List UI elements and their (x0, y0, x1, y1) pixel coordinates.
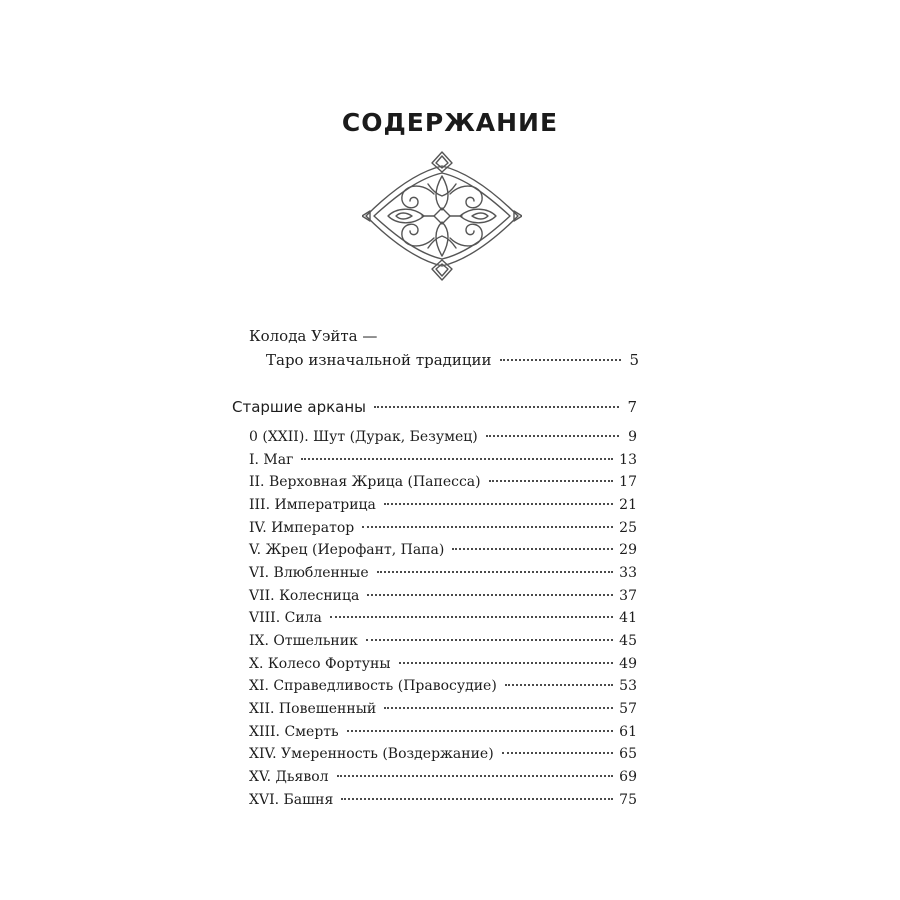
dot-leader (502, 752, 614, 754)
entry-label: III. Императрица (249, 496, 376, 513)
dot-leader (347, 730, 613, 732)
entry-label: I. Маг (249, 451, 294, 468)
entry-label: XVI. Башня (249, 791, 334, 808)
toc-entry[interactable] (249, 721, 637, 744)
page-number: 25 (619, 519, 637, 536)
entry-label: XV. Дьявол (249, 768, 329, 785)
dot-leader (374, 406, 619, 408)
entry-label: XII. Повешенный (249, 700, 377, 717)
page-number: 61 (619, 723, 637, 740)
entry-label: XI. Справедливость (Правосудие) (249, 678, 497, 695)
dot-leader (362, 526, 613, 528)
page-number: 41 (619, 610, 637, 627)
toc-entry[interactable] (249, 698, 637, 721)
toc-entry[interactable] (249, 653, 637, 676)
page-number: 75 (619, 791, 637, 808)
entry-label: VIII. Сила (249, 610, 322, 627)
page-number: 17 (619, 474, 637, 491)
page-number: 65 (619, 746, 637, 763)
dot-leader (301, 458, 613, 460)
entry-label: V. Жрец (Иерофант, Папа) (249, 542, 445, 559)
dot-leader (337, 775, 614, 777)
entry-label: II. Верховная Жрица (Папесса) (249, 474, 481, 491)
dot-leader (366, 639, 613, 641)
entry-label: VII. Колесница (249, 587, 360, 604)
dot-leader (341, 798, 613, 800)
page-number: 57 (619, 700, 637, 717)
diamond-ornament-icon (362, 150, 522, 282)
page-number: 37 (619, 587, 637, 604)
entry-label: XIII. Смерть (249, 723, 339, 740)
toc-entry[interactable] (249, 471, 637, 494)
toc-entry[interactable] (249, 449, 637, 472)
page-number: 45 (619, 632, 637, 649)
toc-entry[interactable] (249, 562, 637, 585)
toc-entries-list (249, 426, 637, 811)
entry-label: IV. Император (249, 519, 355, 536)
dot-leader (486, 435, 619, 437)
dot-leader (452, 548, 613, 550)
toc-entry[interactable] (249, 585, 637, 608)
dot-leader (489, 480, 614, 482)
page-number: 9 (628, 429, 637, 445)
page-number: 13 (619, 451, 637, 468)
entry-label: VI. Влюбленные (249, 564, 369, 581)
page-number: 69 (619, 768, 637, 785)
toc-entry[interactable] (249, 539, 637, 562)
entry-label: X. Колесо Фортуны (249, 655, 391, 672)
page-number: 29 (619, 542, 637, 559)
page-number: 5 (629, 351, 639, 369)
page-number: 53 (619, 678, 637, 695)
entry-label: XIV. Умеренность (Воздержание) (249, 746, 494, 763)
dot-leader (384, 503, 613, 505)
section-label: Старшие арканы (232, 398, 367, 416)
page-number: 7 (627, 398, 637, 416)
dot-leader (367, 594, 613, 596)
toc-entry[interactable] (249, 630, 637, 653)
intro-title-line2-row (266, 348, 639, 372)
page-number: 33 (619, 564, 637, 581)
toc-entry[interactable] (249, 766, 637, 789)
intro-title-line2: Таро изначальной традиции (266, 351, 492, 369)
entry-label: 0 (XXII). Шут (Дурак, Безумец) (249, 429, 478, 445)
dot-leader (500, 359, 621, 361)
page-number: 49 (619, 655, 637, 672)
toc-section-major-arcana[interactable] (232, 396, 637, 418)
toc-entry[interactable] (249, 789, 637, 812)
toc-entry[interactable] (249, 517, 637, 540)
intro-title-line1: Колода Уэйта — (249, 327, 378, 345)
dot-leader (330, 616, 613, 618)
page-title: СОДЕРЖАНИЕ (341, 108, 559, 137)
dot-leader (505, 684, 613, 686)
dot-leader (384, 707, 613, 709)
toc-entry[interactable] (249, 494, 637, 517)
dot-leader (377, 571, 614, 573)
toc-entry[interactable] (249, 743, 637, 766)
dot-leader (399, 662, 614, 664)
toc-intro-entry[interactable] (249, 324, 639, 372)
toc-entry[interactable] (249, 426, 637, 449)
toc-entry[interactable] (249, 675, 637, 698)
page-number: 21 (619, 496, 637, 513)
toc-entry[interactable] (249, 607, 637, 630)
entry-label: IX. Отшельник (249, 632, 358, 649)
